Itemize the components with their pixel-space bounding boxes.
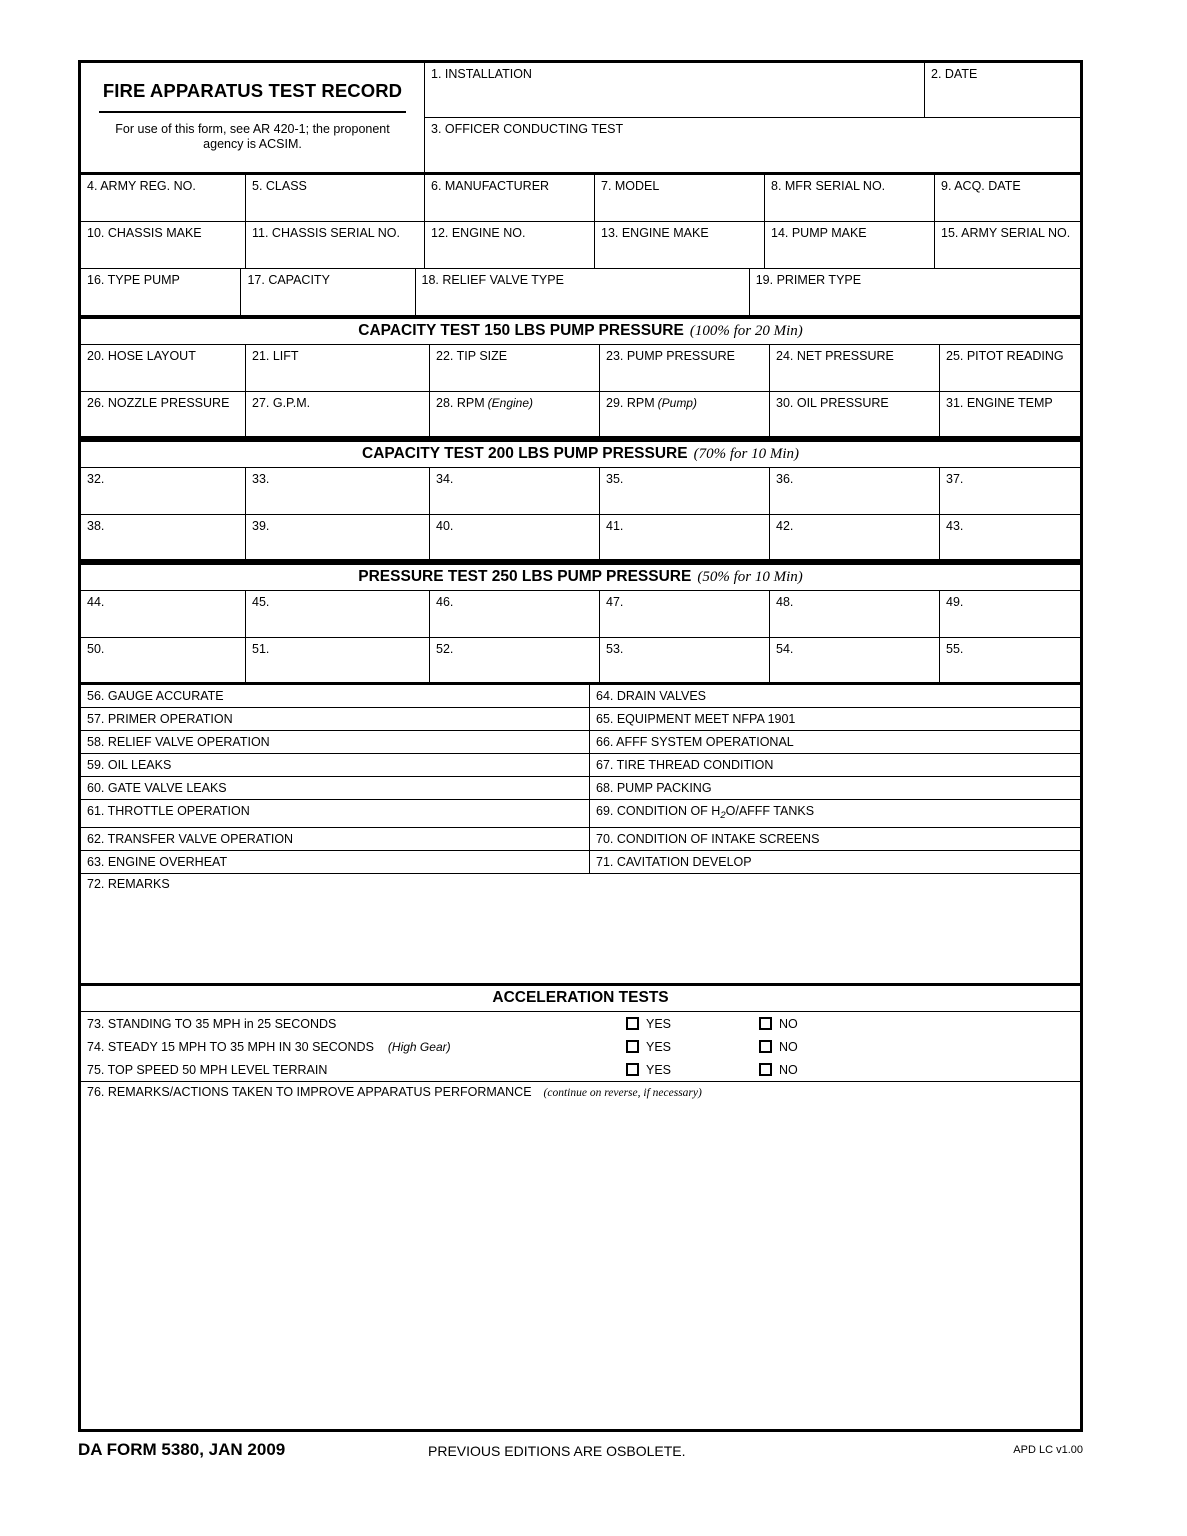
field-pump-packing[interactable]: 68. PUMP PACKING (590, 777, 1080, 800)
field-nozzle-pressure[interactable] (81, 392, 246, 439)
label-75-no: NO (779, 1062, 798, 1077)
label-remarks-76-text: 76. REMARKS/ACTIONS TAKEN TO IMPROVE APPARATUS PERFORMANCE (87, 1085, 532, 1099)
banner-acceleration-tests: ACCELERATION TESTS (81, 986, 1080, 1012)
da-form-5380 (78, 60, 1083, 1432)
accel-75-yes-option[interactable] (626, 1063, 759, 1077)
field-relief-valve-type[interactable]: 18. RELIEF VALVE TYPE (416, 269, 750, 316)
field-model[interactable]: 7. MODEL (595, 175, 765, 222)
label-73-yes: YES (646, 1016, 672, 1031)
field-cavitation-develop[interactable]: 71. CAVITATION DEVELOP (590, 851, 1080, 874)
field-36[interactable]: 36. (770, 468, 940, 515)
banner-150-text: CAPACITY TEST 150 LBS PUMP PRESSURE (358, 322, 684, 339)
section-250-row-1 (81, 591, 1080, 638)
field-engine-overheat[interactable]: 63. ENGINE OVERHEAT (81, 851, 590, 874)
checklist-row-56-64 (81, 685, 1080, 708)
field-afff-system-operational[interactable]: 66. AFFF SYSTEM OPERATIONAL (590, 731, 1080, 754)
title-divider (99, 111, 406, 113)
page-title: FIRE APPARATUS TEST RECORD (102, 80, 403, 101)
field-class[interactable]: 5. CLASS (246, 175, 425, 222)
field-lift[interactable]: 21. LIFT (246, 345, 430, 392)
accel-74-yes-option[interactable] (626, 1040, 759, 1054)
field-rpm-engine[interactable] (430, 392, 600, 439)
accel-73-yes-option[interactable] (626, 1017, 759, 1031)
field-39[interactable]: 39. (246, 515, 430, 562)
field-primer-type[interactable]: 19. PRIMER TYPE (750, 269, 1080, 316)
label-73-no: NO (779, 1016, 798, 1031)
field-tip-size[interactable]: 22. TIP SIZE (430, 345, 600, 392)
field-throttle-operation[interactable]: 61. THROTTLE OPERATION (81, 800, 590, 828)
checklist-row-61-69 (81, 800, 1080, 828)
identification-row-1 (81, 175, 1080, 222)
field-pitot-reading[interactable]: 25. PITOT READING (940, 345, 1080, 392)
field-officer-conducting-test[interactable]: 3. OFFICER CONDUCTING TEST (425, 118, 1080, 175)
label-accel-73: 73. STANDING TO 35 MPH in 25 SECONDS (87, 1016, 337, 1031)
banner-200-text: CAPACITY TEST 200 LBS PUMP PRESSURE (362, 445, 688, 462)
checklist-row-60-68 (81, 777, 1080, 800)
field-acq-date[interactable]: 9. ACQ. DATE (935, 175, 1080, 222)
pump-info-row (81, 269, 1080, 316)
label-h2o-suffix: O/AFFF TANKS (725, 804, 815, 818)
field-date[interactable]: 2. DATE (925, 63, 1080, 118)
field-34[interactable]: 34. (430, 468, 600, 515)
checklist-row-63-71 (81, 851, 1080, 874)
field-51[interactable]: 51. (246, 638, 430, 685)
field-gauge-accurate[interactable]: 56. GAUGE ACCURATE (81, 685, 590, 708)
footer-previous-editions: PREVIOUS EDITIONS ARE OSBOLETE. (428, 1443, 686, 1459)
label-rpm-engine: 28. RPM (436, 396, 485, 410)
accel-74-no-option[interactable] (759, 1040, 798, 1054)
field-rpm-pump[interactable] (600, 392, 770, 439)
field-43[interactable]: 43. (940, 515, 1080, 562)
label-accel-74-note: (High Gear) (387, 1039, 451, 1054)
field-gate-valve-leaks[interactable]: 60. GATE VALVE LEAKS (81, 777, 590, 800)
field-chassis-serial-no[interactable]: 11. CHASSIS SERIAL NO. (246, 222, 425, 269)
field-condition-of-h2o-afff-tanks[interactable] (590, 800, 1080, 828)
field-capacity[interactable]: 17. CAPACITY (241, 269, 415, 316)
field-38[interactable]: 38. (81, 515, 246, 562)
accel-75-no-option[interactable] (759, 1063, 798, 1077)
field-41[interactable]: 41. (600, 515, 770, 562)
footer-form-id: DA FORM 5380, JAN 2009 (78, 1440, 286, 1459)
form-header-block (81, 63, 1080, 175)
label-rpm-pump: 29. RPM (606, 396, 655, 410)
section-200-row-2 (81, 515, 1080, 562)
field-army-serial-no[interactable]: 15. ARMY SERIAL NO. (935, 222, 1080, 269)
field-47[interactable]: 47. (600, 591, 770, 638)
label-rpm-engine-note: (Engine) (487, 396, 533, 410)
banner-200-suffix: (70% for 10 Min) (693, 446, 799, 462)
label-remarks-76-note: (continue on reverse, if necessary) (543, 1087, 702, 1099)
field-engine-no[interactable]: 12. ENGINE NO. (425, 222, 595, 269)
label-74-no: NO (779, 1039, 798, 1054)
field-45[interactable]: 45. (246, 591, 430, 638)
label-75-yes: YES (646, 1062, 672, 1077)
checkbox-73-no[interactable] (759, 1017, 772, 1030)
label-gpm: 27. G.P.M. (252, 396, 311, 410)
field-manufacturer[interactable]: 6. MANUFACTURER (425, 175, 595, 222)
form-footer (78, 1440, 1083, 1466)
field-installation[interactable]: 1. INSTALLATION (425, 63, 925, 118)
field-hose-layout[interactable]: 20. HOSE LAYOUT (81, 345, 246, 392)
field-54[interactable]: 54. (770, 638, 940, 685)
field-55[interactable]: 55. (940, 638, 1080, 685)
checkbox-75-no[interactable] (759, 1063, 772, 1076)
field-engine-make[interactable]: 13. ENGINE MAKE (595, 222, 765, 269)
banner-250-text: PRESSURE TEST 250 LBS PUMP PRESSURE (358, 568, 692, 585)
field-equipment-meet-nfpa-1901[interactable]: 65. EQUIPMENT MEET NFPA 1901 (590, 708, 1080, 731)
section-250-row-2 (81, 638, 1080, 685)
label-nozzle-pressure: 26. NOZZLE PRESSURE (87, 396, 230, 410)
form-authority-note: For use of this form, see AR 420-1; the proponent agency is ACSIM. (115, 122, 390, 151)
field-tire-thread-condition[interactable]: 67. TIRE THREAD CONDITION (590, 754, 1080, 777)
section-200-row-1 (81, 468, 1080, 515)
footer-apd-version: APD LC v1.00 (1013, 1444, 1083, 1456)
banner-pressure-test-250 (81, 562, 1080, 591)
label-74-yes: YES (646, 1039, 672, 1054)
field-primer-operation[interactable]: 57. PRIMER OPERATION (81, 708, 590, 731)
field-oil-pressure[interactable] (770, 392, 940, 439)
label-rpm-pump-note: (Pump) (657, 396, 697, 410)
field-37[interactable]: 37. (940, 468, 1080, 515)
accel-item-73 (81, 1012, 1080, 1035)
field-engine-temp[interactable] (940, 392, 1080, 439)
field-mfr-serial-no[interactable]: 8. MFR SERIAL NO. (765, 175, 935, 222)
field-pump-make[interactable]: 14. PUMP MAKE (765, 222, 935, 269)
checklist-row-59-67 (81, 754, 1080, 777)
field-35[interactable]: 35. (600, 468, 770, 515)
field-drain-valves[interactable]: 64. DRAIN VALVES (590, 685, 1080, 708)
label-accel-74-text: 74. STEADY 15 MPH TO 35 MPH IN 30 SECONDS (87, 1039, 374, 1054)
checklist-row-57-65 (81, 708, 1080, 731)
field-42[interactable]: 42. (770, 515, 940, 562)
field-net-pressure[interactable]: 24. NET PRESSURE (770, 345, 940, 392)
field-33[interactable]: 33. (246, 468, 430, 515)
field-32[interactable]: 32. (81, 468, 246, 515)
accel-item-75 (81, 1058, 1080, 1081)
banner-250-suffix: (50% for 10 Min) (697, 569, 803, 585)
label-oil-pressure: 30. OIL PRESSURE (776, 396, 889, 410)
field-44[interactable]: 44. (81, 591, 246, 638)
identification-row-2 (81, 222, 1080, 269)
banner-150-suffix: (100% for 20 Min) (689, 323, 803, 339)
accel-73-no-option[interactable] (759, 1017, 798, 1031)
field-condition-of-intake-screens[interactable]: 70. CONDITION OF INTAKE SCREENS (590, 828, 1080, 851)
checkbox-73-yes[interactable] (626, 1017, 639, 1030)
field-52[interactable]: 52. (430, 638, 600, 685)
header-right-group (425, 63, 1080, 175)
field-49[interactable]: 49. (940, 591, 1080, 638)
label-remarks-76 (81, 1081, 1080, 1099)
checklist-row-62-70 (81, 828, 1080, 851)
field-army-reg-no[interactable]: 4. ARMY REG. NO. (81, 175, 246, 222)
label-accel-74 (81, 1040, 626, 1054)
field-pump-pressure[interactable]: 23. PUMP PRESSURE (600, 345, 770, 392)
label-engine-temp: 31. ENGINE TEMP (946, 396, 1053, 410)
checkbox-74-yes[interactable] (626, 1040, 639, 1053)
field-50[interactable]: 50. (81, 638, 246, 685)
label-h2o-prefix: 69. CONDITION OF H (596, 804, 721, 818)
field-oil-leaks[interactable]: 59. OIL LEAKS (81, 754, 590, 777)
banner-capacity-test-200 (81, 439, 1080, 468)
accel-item-74 (81, 1035, 1080, 1058)
field-gpm[interactable] (246, 392, 430, 439)
field-48[interactable]: 48. (770, 591, 940, 638)
checklist-row-58-66 (81, 731, 1080, 754)
field-chassis-make[interactable]: 10. CHASSIS MAKE (81, 222, 246, 269)
section-150-row-1 (81, 345, 1080, 392)
checkbox-75-yes[interactable] (626, 1063, 639, 1076)
label-accel-75: 75. TOP SPEED 50 MPH LEVEL TERRAIN (87, 1062, 328, 1077)
section-150-row-2 (81, 392, 1080, 439)
field-relief-valve-operation[interactable]: 58. RELIEF VALVE OPERATION (81, 731, 590, 754)
field-53[interactable]: 53. (600, 638, 770, 685)
header-row-1 (425, 63, 1080, 118)
checkbox-74-no[interactable] (759, 1040, 772, 1053)
field-remarks-76[interactable] (81, 1099, 1080, 1429)
field-40[interactable]: 40. (430, 515, 600, 562)
field-46[interactable]: 46. (430, 591, 600, 638)
label-h2o-subscript: 2 (720, 810, 726, 821)
field-transfer-valve-operation[interactable]: 62. TRANSFER VALVE OPERATION (81, 828, 590, 851)
field-remarks-72[interactable]: 72. REMARKS (81, 874, 1080, 986)
field-type-pump[interactable]: 16. TYPE PUMP (81, 269, 241, 316)
header-row-2 (425, 118, 1080, 175)
banner-capacity-test-150 (81, 316, 1080, 345)
title-block (81, 63, 425, 175)
